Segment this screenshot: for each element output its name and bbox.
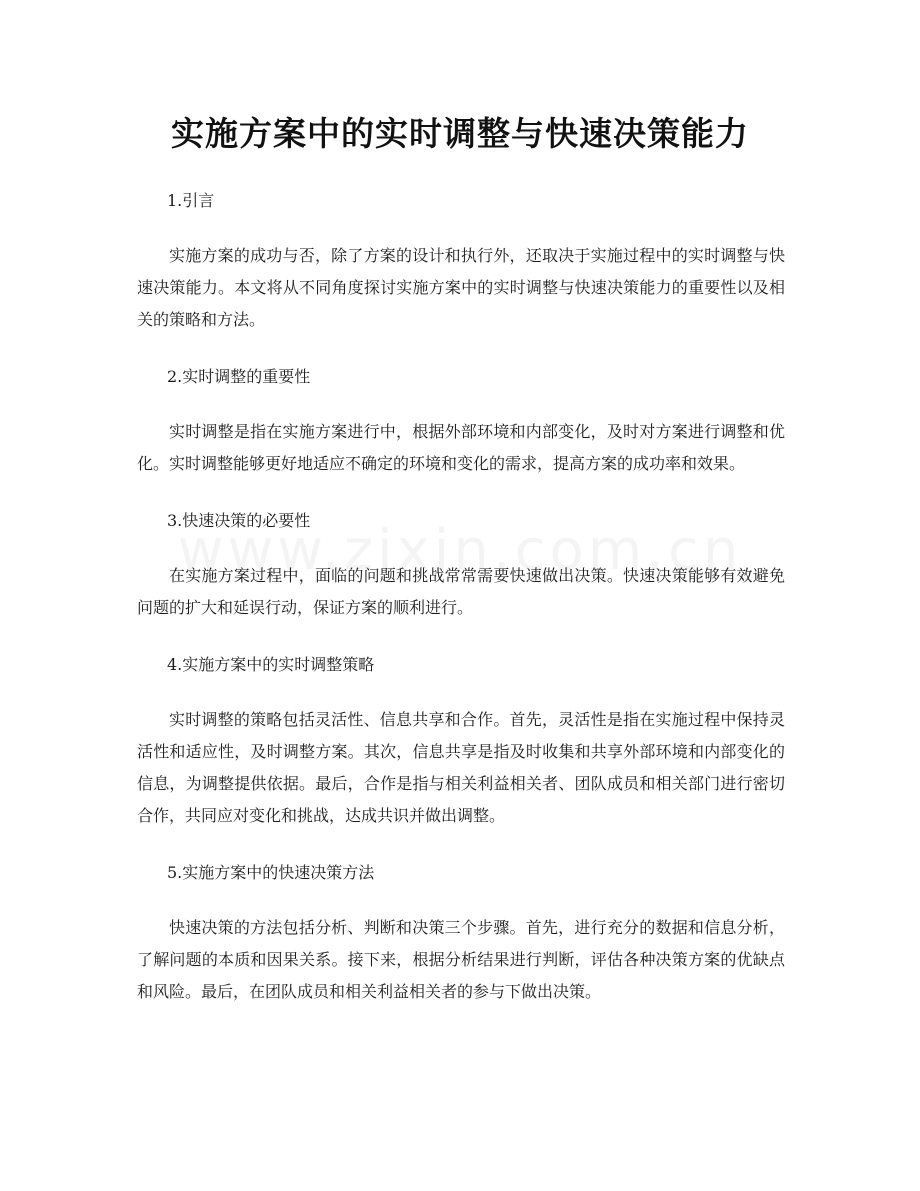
- section-paragraph: 在实施方案过程中，面临的问题和挑战常常需要快速做出决策。快速决策能够有效避免问题的扩大和延误行动，保证方案的顺利进行。: [137, 566, 785, 617]
- section-heading: 4.实施方案中的实时调整策略: [167, 655, 375, 674]
- section-paragraph: 实时调整是指在实施方案进行中，根据外部环境和内部变化，及时对方案进行调整和优化。实时调整能够更好地适应不确定的环境和变化的需求，提高方案的成功率和效果。: [137, 422, 785, 473]
- section-paragraph: 快速决策的方法包括分析、判断和决策三个步骤。首先，进行充分的数据和信息分析，了解问题的本质和因果关系。接下来，根据分析结果进行判断，评估各种决策方案的优缺点和风险。最后，在团队成员和相关利益相关者的参与下做出决策。: [137, 918, 785, 1001]
- section-decision-method: [137, 858, 785, 1008]
- section-heading: 3.快速决策的必要性: [167, 511, 311, 530]
- section-realtime-adjustment-importance: [137, 362, 785, 480]
- section-heading: 5.实施方案中的快速决策方法: [167, 863, 375, 882]
- document-title: 实施方案中的实时调整与快速决策能力: [171, 114, 749, 153]
- document-body: [137, 186, 785, 1034]
- section-introduction: [137, 186, 785, 336]
- section-paragraph: 实施方案的成功与否，除了方案的设计和执行外，还取决于实施过程中的实时调整与快速决策能力。本文将从不同角度探讨实施方案中的实时调整与快速决策能力的重要性以及相关的策略和方法。: [137, 246, 785, 329]
- section-fast-decision-necessity: [137, 506, 785, 624]
- section-heading: 2.实时调整的重要性: [167, 367, 311, 386]
- section-paragraph: 实时调整的策略包括灵活性、信息共享和合作。首先，灵活性是指在实施过程中保持灵活性和适应性，及时调整方案。其次，信息共享是指及时收集和共享外部环境和内部变化的信息，为调整提供依据。最后，合作是指与相关利益相关者、团队成员和相关部门进行密切合作，共同应对变化和挑战，达成共识并做出调整。: [137, 710, 785, 825]
- section-adjustment-strategy: [137, 650, 785, 832]
- section-heading: 1.引言: [167, 191, 215, 210]
